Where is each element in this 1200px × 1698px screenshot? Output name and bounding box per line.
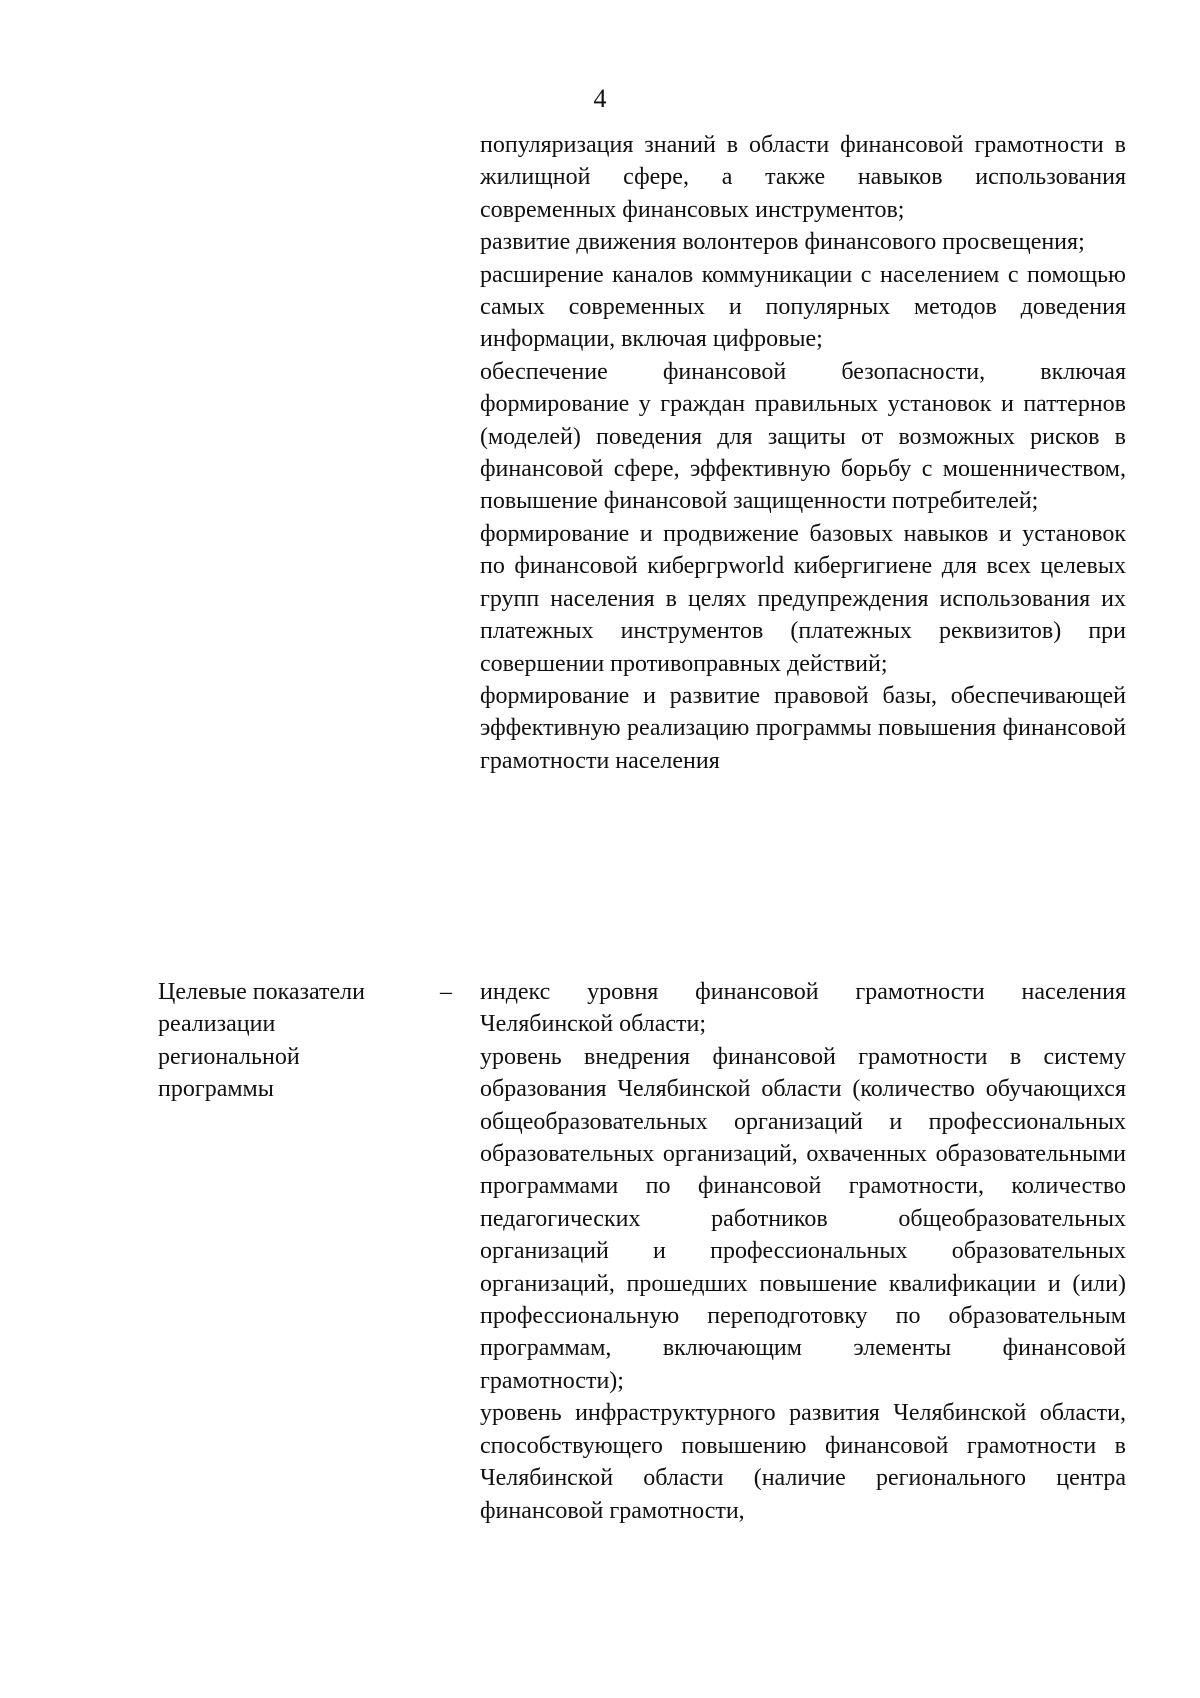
paragraph-literacy-index: индекс уровня финансовой грамотности населения Челябинской области; xyxy=(480,979,1126,1038)
paragraph-communication-channels: расширение каналов коммуникации с населением с помощью самых современных и популярных методов доведения информации, включая цифровые; xyxy=(480,261,1126,353)
paragraph-cyber-literacy: формирование и продвижение базовых навыков и установок по финансовой кибергрworld кибергигиене для всех целевых групп населения в целях предупреждения использования их платежных инструментов (платежных реквизитов) при совершении противоправных действий; xyxy=(480,520,1126,677)
paragraph-education-level: уровень внедрения финансовой грамотности в систему образования Челябинской области (количество обучающихся общеобразовательных организаций и профессиональных образовательных организаций, охваченных образовательными программами по финансовой грамотности, количество педагогических работников общеобразовательных организаций и профессиональных образовательных организаций, прошедших повышение квалификации и (или) профессиональную переподготовку по образовательным программам, включающим элементы финансовой грамотности); xyxy=(480,1043,1126,1394)
section-label xyxy=(158,976,428,1106)
continuation-text-block xyxy=(480,129,1126,777)
section-dash: – xyxy=(440,979,452,1005)
paragraph-legal-framework: формирование и развитие правовой базы, обеспечивающей эффективную реализацию программы повышения финансовой грамотности населения xyxy=(480,682,1126,774)
target-indicators-block xyxy=(480,976,1126,1527)
paragraph-volunteers: развитие движения волонтеров финансового просвещения; xyxy=(480,229,1085,256)
section-label-line: Целевые показатели xyxy=(158,979,365,1005)
paragraph-popularization: популяризация знаний в области финансовой грамотности в жилищной сфере, а также навыков использования современных финансовых инструментов; xyxy=(480,132,1126,223)
section-label-line: программы xyxy=(158,1076,274,1103)
section-label-line: реализации xyxy=(158,1011,276,1038)
section-label-line: региональной xyxy=(158,1043,300,1070)
page-number: 4 xyxy=(593,84,607,113)
paragraph-infrastructure-level: уровень инфраструктурного развития Челябинской области, способствующего повышению финансовой грамотности в Челябинской области (наличие регионального центра финансовой грамотности, xyxy=(480,1400,1126,1524)
paragraph-financial-security: обеспечение финансовой безопасности, включая формирование у граждан правильных установок и паттернов (моделей) поведения для защиты от возможных рисков в финансовой сфере, эффективную борьбу с мошенничеством, повышение финансовой защищенности потребителей; xyxy=(480,358,1126,515)
